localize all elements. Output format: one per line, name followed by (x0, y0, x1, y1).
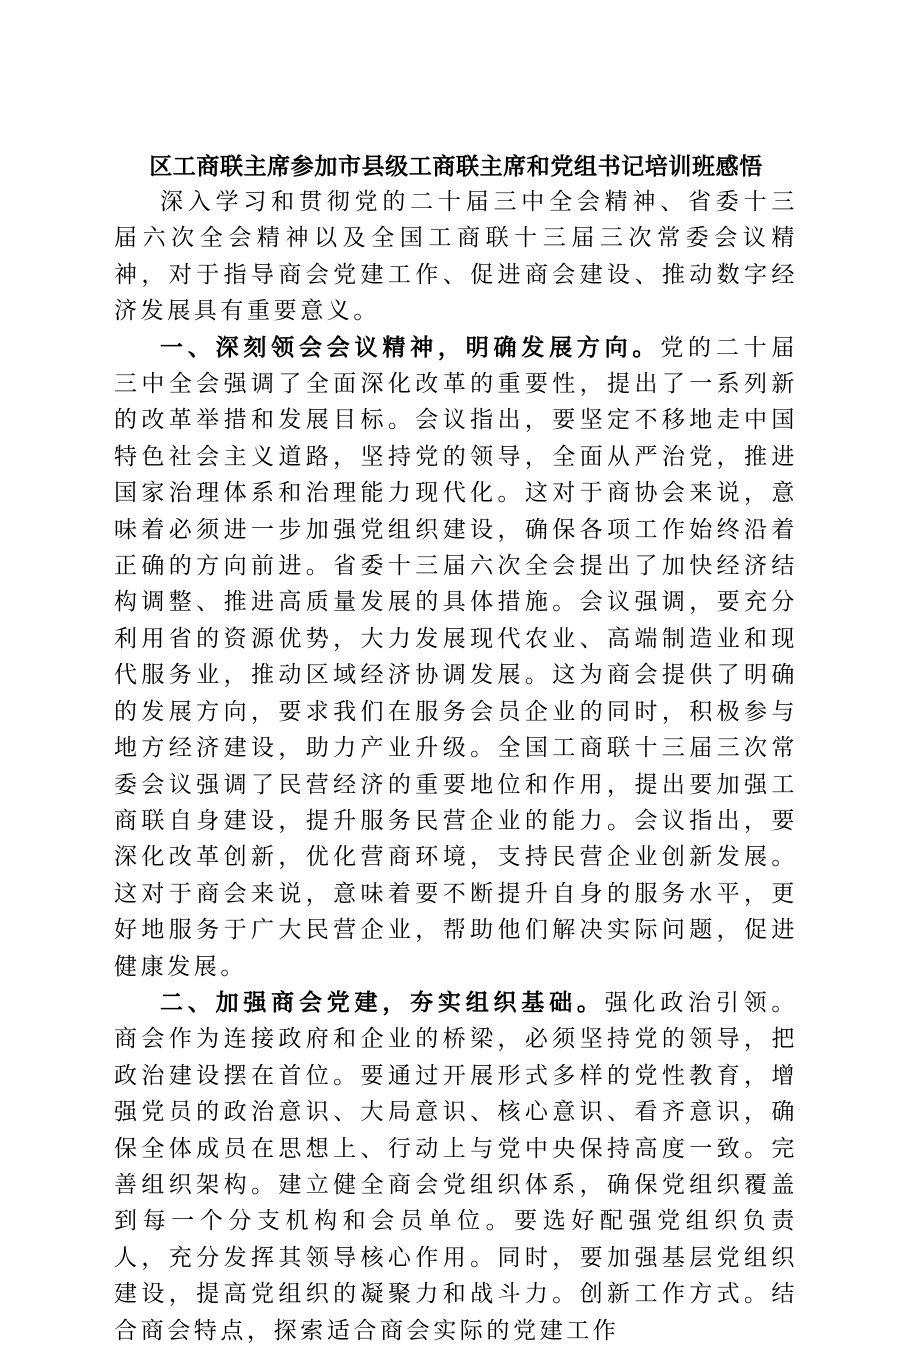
section-1-paragraph (114, 330, 798, 985)
section-1-body: 党的二十届三中全会强调了全面深化改革的重要性，提出了一系列新的改革举措和发展目标。会议指出，要坚定不移地走中国特色社会主义道路，坚持党的领导，全面从严治党，推进国家治理体系和治理能力现代化。这对于商协会来说，意味着必须进一步加强党组织建设，确保各项工作始终沿着正确的方向前进。省委十三届六次全会提出了加快经济结构调整、推进高质量发展的具体措施。会议强调，要充分利用省的资源优势，大力发展现代农业、高端制造业和现代服务业，推动区域经济协调发展。这为商会提供了明确的发展方向，要求我们在服务会员企业的同时，积极参与地方经济建设，助力产业升级。全国工商联十三届三次常委会议强调了民营经济的重要地位和作用，提出要加强工商联自身建设，提升服务民营企业的能力。会议指出，要深化改革创新，优化营商环境，支持民营企业创新发展。这对于商会来说，意味着要不断提升自身的服务水平，更好地服务于广大民营企业，帮助他们解决实际问题，促进健康发展。 (114, 334, 798, 980)
section-2-heading: 二、加强商会党建，夯实组织基础。 (160, 988, 605, 1016)
section-2-body: 强化政治引领。商会作为连接政府和企业的桥梁，必须坚持党的领导，把政治建设摆在首位。要通过开展形式多样的党性教育，增强党员的政治意识、大局意识、核心意识、看齐意识，确保全体成员在思想上、行动上与党中央保持高度一致。完善组织架构。建立健全商会党组织体系，确保党组织覆盖到每一个分支机构和会员单位。要选好配强党组织负责人，充分发挥其领导核心作用。同时，要加强基层党组织建设，提高党组织的凝聚力和战斗力。创新工作方式。结合商会特点，探索适合商会实际的党建工作 (114, 989, 798, 1344)
intro-paragraph: 深入学习和贯彻党的二十届三中全会精神、省委十三届六次全会精神以及全国工商联十三届三次常委会议精神，对于指导商会党建工作、促进商会建设、推动数字经济发展具有重要意义。 (114, 189, 798, 325)
section-2-paragraph (114, 985, 798, 1349)
section-1-heading: 一、深刻领会会议精神，明确发展方向。 (160, 333, 661, 361)
document-title: 区工商联主席参加市县级工商联主席和党组书记培训班感悟 (149, 153, 763, 180)
document-page (114, 138, 798, 1349)
